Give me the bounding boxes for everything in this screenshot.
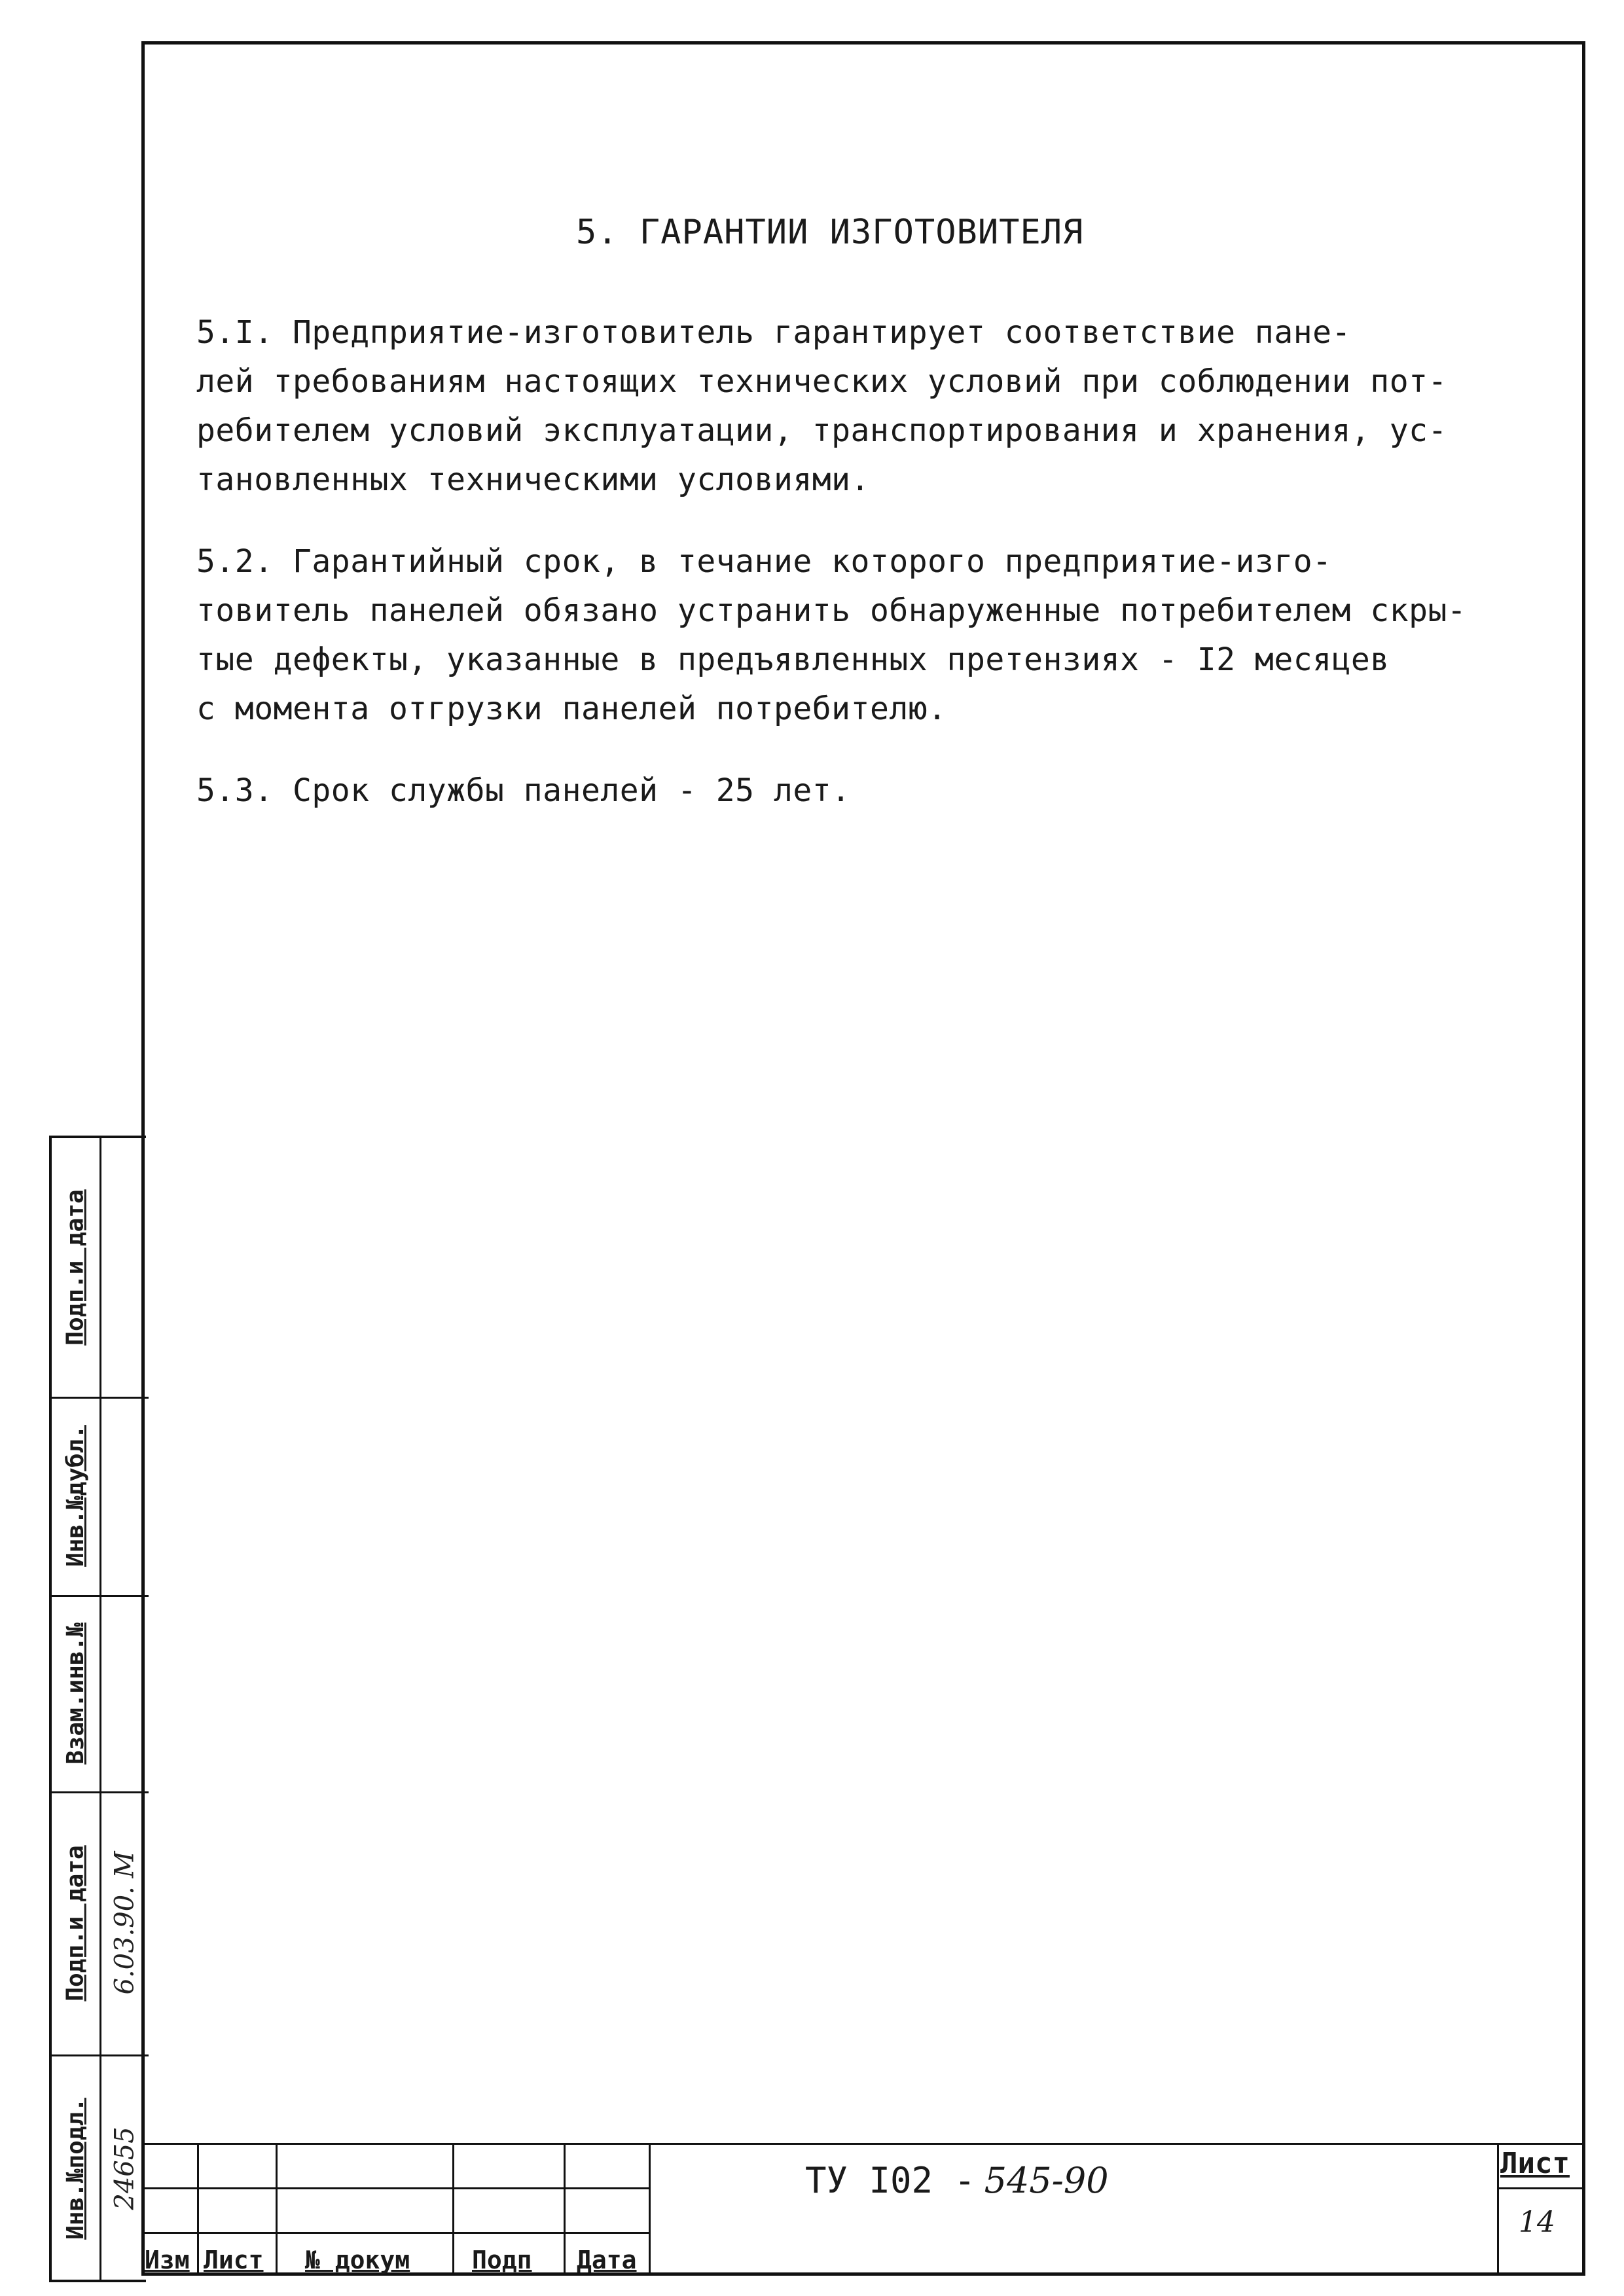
side-label-inv-podl: Инв.№подл. (62, 2097, 89, 2240)
header-list: Лист (204, 2246, 264, 2274)
paragraph-1-line-2: лей требованиям настоящих технических условий при соблюдении пот- (196, 363, 1447, 400)
sheet-cell-line (1497, 2187, 1585, 2189)
title-block-col-line (649, 2143, 651, 2276)
document-code-handwritten: 545-90 (984, 2160, 1109, 2201)
paragraph-2-line-1: 5.2. Гарантийный срок, в течание которого предприятие-изго- (196, 543, 1332, 580)
paragraph-2-line-4: с момента отгрузки панелей потребителю. (196, 691, 947, 727)
title-block-top-line (145, 2143, 1585, 2145)
title-block-col-line (452, 2143, 454, 2276)
title-block-row-line (145, 2232, 649, 2234)
paragraph-2-line-3: тые дефекты, указанные в предъявленных претензиях - I2 месяцев (196, 641, 1390, 678)
title-block-row-line (145, 2187, 649, 2189)
title-block-col-line (197, 2143, 199, 2276)
sheet-number: 14 (1519, 2206, 1555, 2239)
title-block-col-line (276, 2143, 278, 2276)
side-label-vzam-inv: Взам.инв.№ (62, 1622, 89, 1765)
sheet-label: Лист (1500, 2147, 1570, 2180)
paragraph-1-line-1: 5.I. Предприятие-изготовитель гарантирует соответствие пане- (196, 314, 1351, 351)
section-title: 5. ГАРАНТИИ ИЗГОТОВИТЕЛЯ (576, 213, 1084, 252)
paragraph-2-line-2: товитель панелей обязано устранить обнаруженные потребителем скры- (196, 592, 1467, 629)
title-block-col-line (564, 2143, 566, 2276)
title-block-col-line (1497, 2143, 1499, 2276)
paragraph-1-line-3: ребителем условий эксплуатации, транспортирования и хранения, ус- (196, 412, 1447, 449)
side-value-inv-podl: 24655 (110, 2126, 140, 2210)
paragraph-3-line-1: 5.3. Срок службы панелей - 25 лет. (196, 772, 851, 809)
header-n-dokum: № докум (305, 2246, 410, 2274)
document-code-printed: ТУ I02 - (805, 2160, 976, 2201)
side-value-podp-data: 6.03.90. М (110, 1851, 140, 1995)
paragraph-1-line-4: тановленных техническими условиями. (196, 461, 870, 498)
side-label-podp-data-top: Подп.и дата (62, 1189, 90, 1346)
header-izm: Изм (145, 2246, 190, 2274)
header-data: Дата (577, 2246, 637, 2274)
side-label-inv-dubl: Инв.№дубл. (62, 1425, 89, 1567)
side-stamp-table (49, 1136, 146, 2282)
header-podp: Подп (472, 2246, 532, 2274)
side-label-podp-data: Подп.и дата (62, 1844, 90, 2001)
document-code (805, 2160, 1109, 2201)
